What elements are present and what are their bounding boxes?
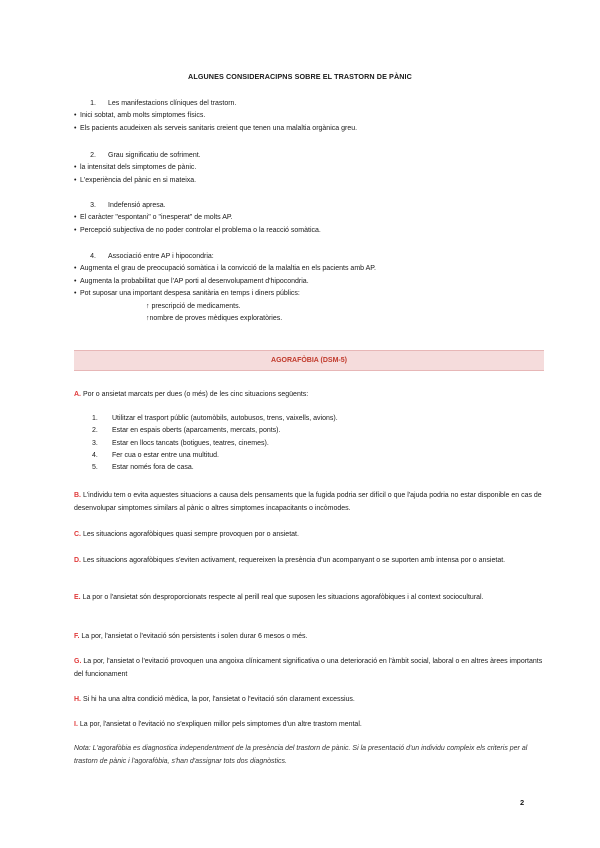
list-item: • El caràcter "espontani" o "inesperat" de molts AP.: [74, 212, 544, 224]
criterion-letter: D.: [74, 557, 81, 564]
situations-list: [92, 413, 492, 474]
criterion-letter: A.: [74, 391, 81, 398]
list-item: • Inici sobtat, amb molts simptomes físics.: [74, 110, 544, 122]
criterion-text: Si hi ha una altra condició mèdica, la por, l'ansietat o l'evitació són clarament excessius.: [82, 696, 355, 703]
criterion-text: Por o ansietat marcats per dues (o més) de les cinc situacions següents:: [82, 391, 309, 398]
bullet-icon: •: [74, 124, 77, 132]
list-item: • Percepció subjectiva de no poder controlar el problema o la reacció somàtica.: [74, 225, 544, 237]
criterion-text: Les situacions agorafòbiques quasi sempre provoquen por o ansietat.: [82, 531, 299, 538]
criterion-g: [74, 655, 544, 681]
section-heading-text: Associació entre AP i hipocondria:: [108, 253, 214, 260]
section-number: 1.: [90, 100, 96, 107]
section-banner: AGORAFÒBIA (DSM-5): [74, 350, 544, 371]
section-heading-text: Les manifestacions clíniques del trastorn.: [108, 100, 237, 107]
section-heading: [74, 150, 544, 162]
bullet-icon: •: [74, 164, 77, 172]
bullet-icon: •: [74, 214, 77, 222]
criterion-c: [74, 528, 544, 541]
criterion-letter: E.: [74, 594, 81, 601]
sub-item: ↑ prescripció de medicaments.: [146, 302, 241, 310]
criterion-e: [74, 591, 544, 604]
criterion-letter: G.: [74, 658, 82, 665]
list-item: • la intensitat dels simptomes de pànic.: [74, 162, 544, 174]
bullet-icon: •: [74, 277, 77, 285]
sub-item: ↑nombre de proves mèdiques exploratòries.: [146, 315, 283, 323]
criterion-letter: B.: [74, 492, 81, 499]
bullet-icon: •: [74, 176, 77, 184]
section-number: 4.: [90, 253, 96, 260]
section-4: [74, 251, 544, 325]
page-number: 2: [520, 798, 525, 807]
criterion-text: La por o l'ansietat són desproporcionats respecte al perill real que suposen les situacions agorafòbiques i al context sociocultural.: [82, 594, 484, 601]
list-item: 4. Fer cua o estar entre una multitud.: [92, 451, 219, 459]
section-heading-text: Grau significatiu de sofriment.: [108, 152, 201, 159]
section-number: 3.: [90, 202, 96, 209]
section-number: 2.: [90, 152, 96, 159]
list-item: 3. Estar en llocs tancats (botigues, teatres, cinemes).: [92, 439, 269, 447]
list-item: • Augmenta la probabilitat que l'AP porti al desenvolupament d'hipocondria.: [74, 276, 544, 288]
section-1: [74, 98, 544, 135]
bullet-icon: •: [74, 112, 77, 120]
criterion-text: La por, l'ansietat o l'evitació no s'expliquen millor pels simptomes d'un altre trastorn mental.: [79, 721, 362, 728]
list-item: 5. Estar només fora de casa.: [92, 464, 194, 472]
diagnostic-note: Nota: L'agorafòbia es diagnostica independentment de la presència del trastorn de pànic. Si la presentació d'un individu compleix els criteris per al trastorn de pànic i l'agorafòbia, s'han d'assignar tots dos diagnòstics.: [74, 745, 528, 766]
bullet-icon: •: [74, 265, 77, 273]
list-item: 2. Estar en espais oberts (aparcaments, mercats, ponts).: [92, 427, 281, 435]
page-title: ALGUNES CONSIDERACIPNS SOBRE EL TRASTORN DE PÀNIC: [188, 72, 412, 81]
criterion-text: La por, l'ansietat o l'evitació són persistents i solen durar 6 mesos o més.: [81, 633, 308, 640]
criterion-letter: F.: [74, 633, 80, 640]
list-item: • Pot suposar una important despesa sanitària en temps i diners públics:: [74, 288, 544, 300]
criterion-text: Les situacions agorafòbiques s'eviten activament, requereixen la presència d'un acompanyant o se suporten amb intensa por o ansietat.: [82, 557, 506, 564]
list-item: • Els pacients acudeixen als serveis sanitaris creient que tenen una malaltia orgànica greu.: [74, 123, 544, 135]
list-item: • Augmenta el grau de preocupació somàtica i la convicció de la malaltia en els pacients amb AP.: [74, 263, 544, 275]
criterion-h: [74, 693, 544, 706]
bullet-icon: •: [74, 290, 77, 298]
criterion-d: [74, 554, 544, 567]
criterion-f: [74, 630, 544, 643]
section-2: [74, 150, 544, 187]
section-heading: [74, 200, 544, 212]
criterion-text: La por, l'ansietat o l'evitació provoquen una angoixa clínicament significativa o una deterioració en l'àmbit social, laboral o en altres àrees importants del funcionament: [74, 658, 543, 679]
section-3: [74, 200, 544, 237]
criterion-a: [74, 388, 544, 401]
list-item: 1. Utilitzar el trasport públic (automòbils, autobusos, trens, vaixells, avions).: [92, 415, 338, 422]
list-item: • L'experiència del pànic en si mateixa.: [74, 175, 544, 187]
criterion-b: [74, 489, 544, 515]
criterion-text: L'individu tem o evita aquestes situacions a causa dels pensaments que la fugida podria ser difícil o que l'ajuda podria no estar disponible en cas de desenvolupar simptomes similars al pànic o altres simptomes incapacitants o incòmodes.: [74, 492, 542, 513]
bullet-icon: •: [74, 226, 77, 234]
section-heading: [74, 98, 544, 110]
criterion-letter: I.: [74, 721, 78, 728]
criterion-i: [74, 718, 544, 731]
section-heading: [74, 251, 544, 263]
criterion-letter: C.: [74, 531, 81, 538]
section-heading-text: Indefensió apresa.: [108, 202, 166, 209]
criterion-letter: H.: [74, 696, 81, 703]
